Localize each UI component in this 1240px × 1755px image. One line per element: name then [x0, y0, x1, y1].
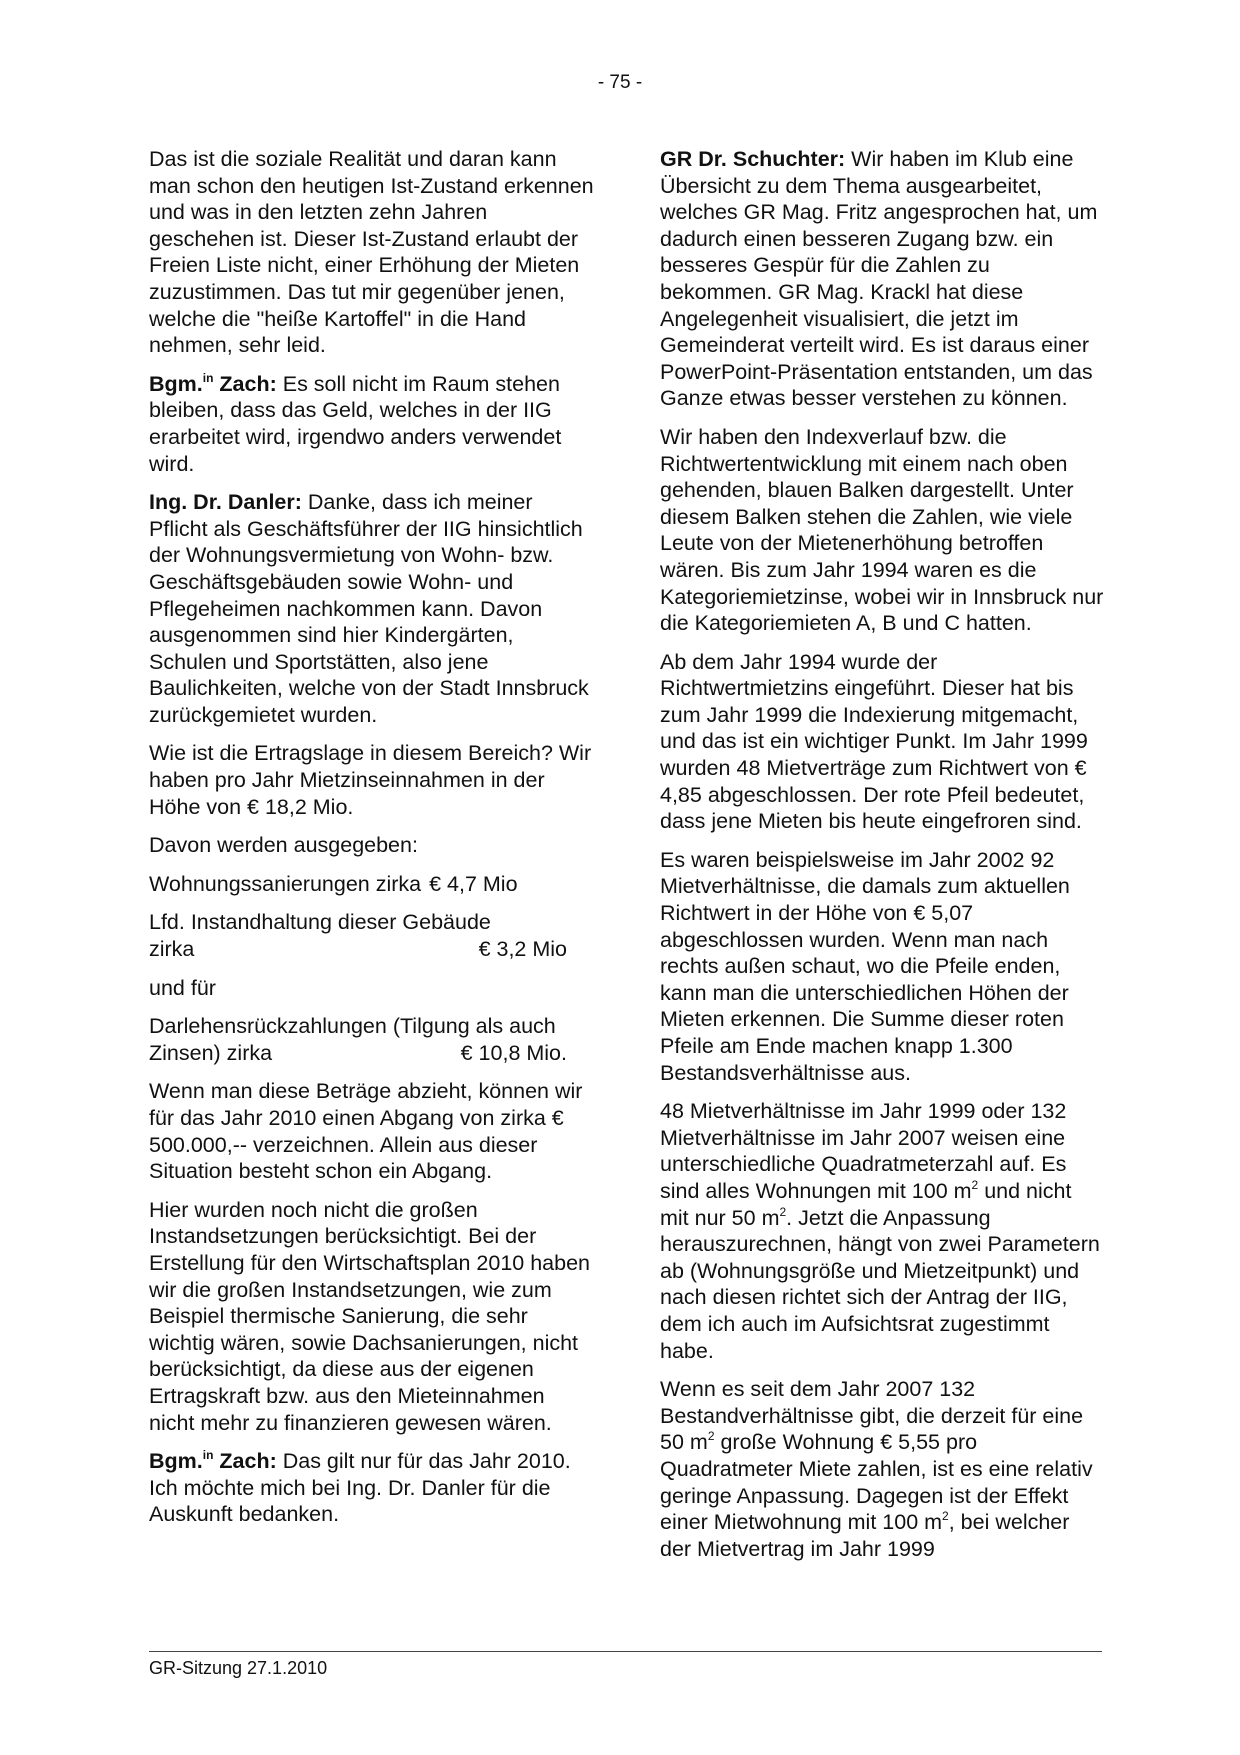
paragraph: Wir haben den Indexverlauf bzw. die Richtwertentwicklung mit einem nach oben gehenden, blauen Balken dargestellt. Unter diesem Balken stehen die Zahlen, wie viele Leute von der Mietenerhöhung betroffen wären. Bis zum Jahr 1994 waren es die Kategoriemietzinse, wobei wir in Innsbruck nur die Kategoriemieten A, B und C hatten. [660, 424, 1104, 636]
paragraph: Davon werden ausgegeben: [149, 833, 418, 858]
paragraph: 48 Mietverhältnisse im Jahr 1999 oder 132 Mietverhältnisse im Jahr 2007 weisen eine unterschiedliche Quadratmeterzahl auf. Es sind alles Wohnungen mit 100 $m^2$ und nicht mit nur 50 $m^2$. Jetzt die Anpassung herauszurechnen, hängt von zwei Parametern ab (Wohnungsgröße und Mietzeitpunkt) und nach diesen richtet sich der Antrag der IIG, dem ich auch im Aufsichtsrat zugestimmt habe. [660, 1099, 1100, 1363]
speaker-paragraph [149, 1448, 595, 1528]
speech-text: Das gilt nur für das Jahr 2010. Ich möchte mich bei Ing. Dr. Danler für die Auskunft bedanken. [149, 1449, 571, 1527]
speaker-paragraph [149, 489, 595, 728]
paragraph: Es waren beispielsweise im Jahr 2002 92 Mietverhältnisse, die damals zum aktuellen Richtwert in der Höhe von € 5,07 abgeschlossen wurden. Wenn man nach rechts außen schaut, wo die Pfeile enden, kann man die unterschiedlichen Höhen der Mieten erkennen. Die Summe dieser roten Pfeile am Ende machen knapp 1.300 Bestandsverhältnisse aus. [660, 847, 1070, 1085]
paragraph: Wie ist die Ertragslage in diesem Bereich? Wir haben pro Jahr Mietzinseinnahmen in der Höhe von € 18,2 Mio. [149, 741, 592, 819]
expense-label: Wohnungssanierungen zirka [149, 871, 422, 896]
expense-line: Darlehensrückzahlungen (Tilgung als auch [149, 1014, 556, 1039]
page-number: - 75 - [597, 72, 643, 93]
expense-line: Lfd. Instandhaltung dieser Gebäude [149, 910, 491, 935]
expense-item [149, 1013, 595, 1066]
paragraph: und für [149, 975, 216, 1000]
speaker-paragraph [660, 146, 1106, 412]
speech-text: Danke, dass ich meiner Pflicht als Geschäftsführer der IIG hinsichtlich der Wohnungsvermietung von Wohn- bzw. Geschäftsgebäuden sowie Wohn- und Pflegeheimen nachkommen kann. Davon ausgenommen sind hier Kindergärten, Schulen und Sportstätten, also jene Baulichkeiten, welche von der Stadt Innsbruck zurückgemietet wurden. [149, 490, 589, 727]
expense-item [149, 909, 595, 962]
speaker-label: Bgm.$^{in}$ Zach: [149, 1448, 277, 1474]
expense-amount: € 3,2 Mio [478, 937, 567, 962]
footer-divider [149, 1651, 1102, 1652]
expense-amount: € 4,7 Mio [429, 871, 518, 896]
speech-text: Es soll nicht im Raum stehen bleiben, dass das Geld, welches in der IIG erarbeitet wird, irgendwo anders verwendet wird. [149, 371, 562, 476]
paragraph: Wenn es seit dem Jahr 2007 132 Bestandverhältnisse gibt, die derzeit für eine 50 $m^2$ große Wohnung € 5,55 pro Quadratmeter Miete zahlen, ist es eine relativ geringe Anpassung. Dagegen ist der Effekt einer Mietwohnung mit 100 $m^2$, bei welcher der Mietvertrag im Jahr 1999 [660, 1377, 1093, 1561]
expense-item [149, 871, 595, 898]
paragraph: Wenn man diese Beträge abzieht, können wir für das Jahr 2010 einen Abgang von zirka € 500.000,-- verzeichnen. Allein aus dieser Situation besteht schon ein Abgang. [149, 1079, 583, 1184]
right-column [660, 146, 1106, 1562]
expense-label: Zinsen) zirka [149, 1040, 273, 1065]
speaker-label: Bgm.$^{in}$ Zach: [149, 370, 277, 396]
speaker-label: GR Dr. Schuchter: [660, 147, 846, 171]
expense-amount: € 10,8 Mio. [460, 1040, 567, 1065]
paragraph: Hier wurden noch nicht die großen Instandsetzungen berücksichtigt. Bei der Erstellung für den Wirtschaftsplan 2010 haben wir die großen Instandsetzungen, wie zum Beispiel thermische Sanierung, die sehr wichtig wären, sowie Dachsanierungen, nicht berücksichtigt, da diese aus der eigenen Ertragskraft bzw. aus den Mieteinnahmen nicht mehr zu finanzieren gewesen wären. [149, 1197, 591, 1435]
speaker-paragraph [149, 371, 595, 477]
footer-session-label: GR-Sitzung 27.1.2010 [149, 1658, 328, 1678]
left-column [149, 146, 595, 1540]
expense-label: zirka [149, 937, 195, 962]
speech-text: Wir haben im Klub eine Übersicht zu dem Thema ausgearbeitet, welches GR Mag. Fritz angesprochen hat, um dadurch einen besseren Zugang bzw. ein besseres Gespür für die Zahlen zu bekommen. GR Mag. Krackl hat diese Angelegenheit visualisiert, die jetzt im Gemeinderat verteilt wird. Es ist daraus einer PowerPoint-Präsentation entstanden, um das Ganze etwas besser verstehen zu können. [660, 147, 1098, 411]
paragraph: Ab dem Jahr 1994 wurde der Richtwertmietzins eingeführt. Dieser hat bis zum Jahr 1999 die Indexierung mitgemacht, und das ist ein wichtiger Punkt. Im Jahr 1999 wurden 48 Mietverträge zum Richtwert von € 4,85 abgeschlossen. Der rote Pfeil bedeutet, dass jene Mieten bis heute eingefroren sind. [660, 649, 1088, 834]
speaker-label: Ing. Dr. Danler: [149, 490, 302, 515]
paragraph: Das ist die soziale Realität und daran kann man schon den heutigen Ist-Zustand erkennen und was in den letzten zehn Jahren geschehen ist. Dieser Ist-Zustand erlaubt der Freien Liste nicht, einer Erhöhung der Mieten zuzustimmen. Das tut mir gegenüber jenen, welche die "heiße Kartoffel" in die Hand nehmen, sehr leid. [149, 147, 594, 358]
